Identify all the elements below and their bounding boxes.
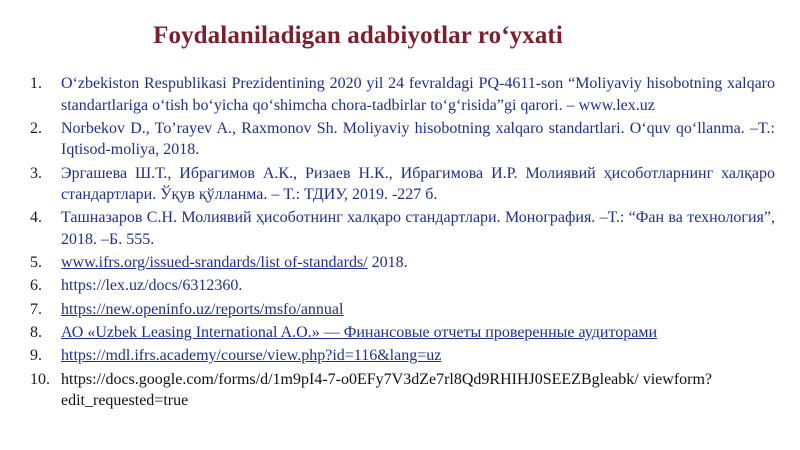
reference-item-8 — [30, 322, 775, 344]
reference-text: O‘zbekiston Respublikasi Prezidentining 2020 yil 24 fevraldagi PQ-4611-son “Moliyaviy hisobotning xalqaro standartlariga o‘tish bo‘yicha qo‘shimcha chora-tadbirlar to‘g‘risida”gi qarori. – www.lex.uz — [61, 75, 775, 114]
openinfo-link[interactable]: https://new.openinfo.uz/reports/msfo/annual — [61, 300, 344, 318]
reference-number: 10. — [30, 370, 50, 388]
reference-text: Norbekov D., To’rayev A., Raxmonov Sh. Moliyaviy hisobotning xalqaro standartlari. O‘quv qo‘llanma. –T.: Iqtisod-moliya, 2018. — [61, 119, 775, 159]
reference-item-3 — [30, 163, 775, 206]
uzbek-leasing-link[interactable]: АО «Uzbek Leasing International A.O.» — Финансовые отчеты проверенные аудиторами — [61, 324, 658, 342]
reference-item-10 — [30, 369, 775, 412]
ifrs-standards-link[interactable]: www.ifrs.org/issued-srandards/list of-standards/ — [61, 254, 368, 272]
reference-year: 2018. — [367, 254, 408, 272]
reference-number: 2. — [30, 119, 42, 137]
ifrs-academy-link[interactable]: https://mdl.ifrs.academy/course/view.php?id=116&lang=uz — [61, 347, 442, 365]
reference-number: 5. — [30, 254, 42, 272]
reference-item-4 — [30, 207, 775, 250]
reference-list — [30, 73, 775, 413]
reference-text: https://docs.google.com/forms/d/1m9pI4-7-o0EFy7V3dZe7rl8Qd9RHIHJ0SEEZBgleabk/ viewform?edit_requested=true — [61, 370, 713, 410]
reference-text: Эргашева Ш.Т., Ибрагимов А.К., Ризаев Н.К., Ибрагимова И.Р. Молиявий ҳисоботларнинг халқаро стандартлари. Ўқув қўлланма. – Т.: ТДИУ, 2019. -227 б. — [61, 164, 775, 204]
reference-item-9 — [30, 345, 775, 367]
reference-number: 3. — [30, 164, 42, 182]
reference-number: 1. — [30, 75, 42, 92]
reference-number: 6. — [30, 277, 42, 295]
reference-number: 8. — [30, 324, 42, 342]
reference-number: 4. — [30, 209, 42, 227]
reference-number: 9. — [30, 347, 42, 365]
slide-title: Foydalaniladigan adabiyotlar ro‘yxati — [153, 22, 563, 49]
reference-item-6 — [30, 275, 775, 297]
reference-item-7 — [30, 299, 775, 321]
reference-text: Ташназаров С.Н. Молиявий ҳисоботнинг халқаро стандартлари. Монография. –Т.: “Фан ва технология”, 2018. –Б. 555. — [61, 209, 775, 248]
reference-item-1 — [30, 73, 775, 116]
reference-item-2 — [30, 118, 775, 161]
reference-number: 7. — [30, 300, 42, 318]
reference-item-5 — [30, 252, 775, 274]
reference-text: https://lex.uz/docs/6312360. — [61, 277, 243, 295]
